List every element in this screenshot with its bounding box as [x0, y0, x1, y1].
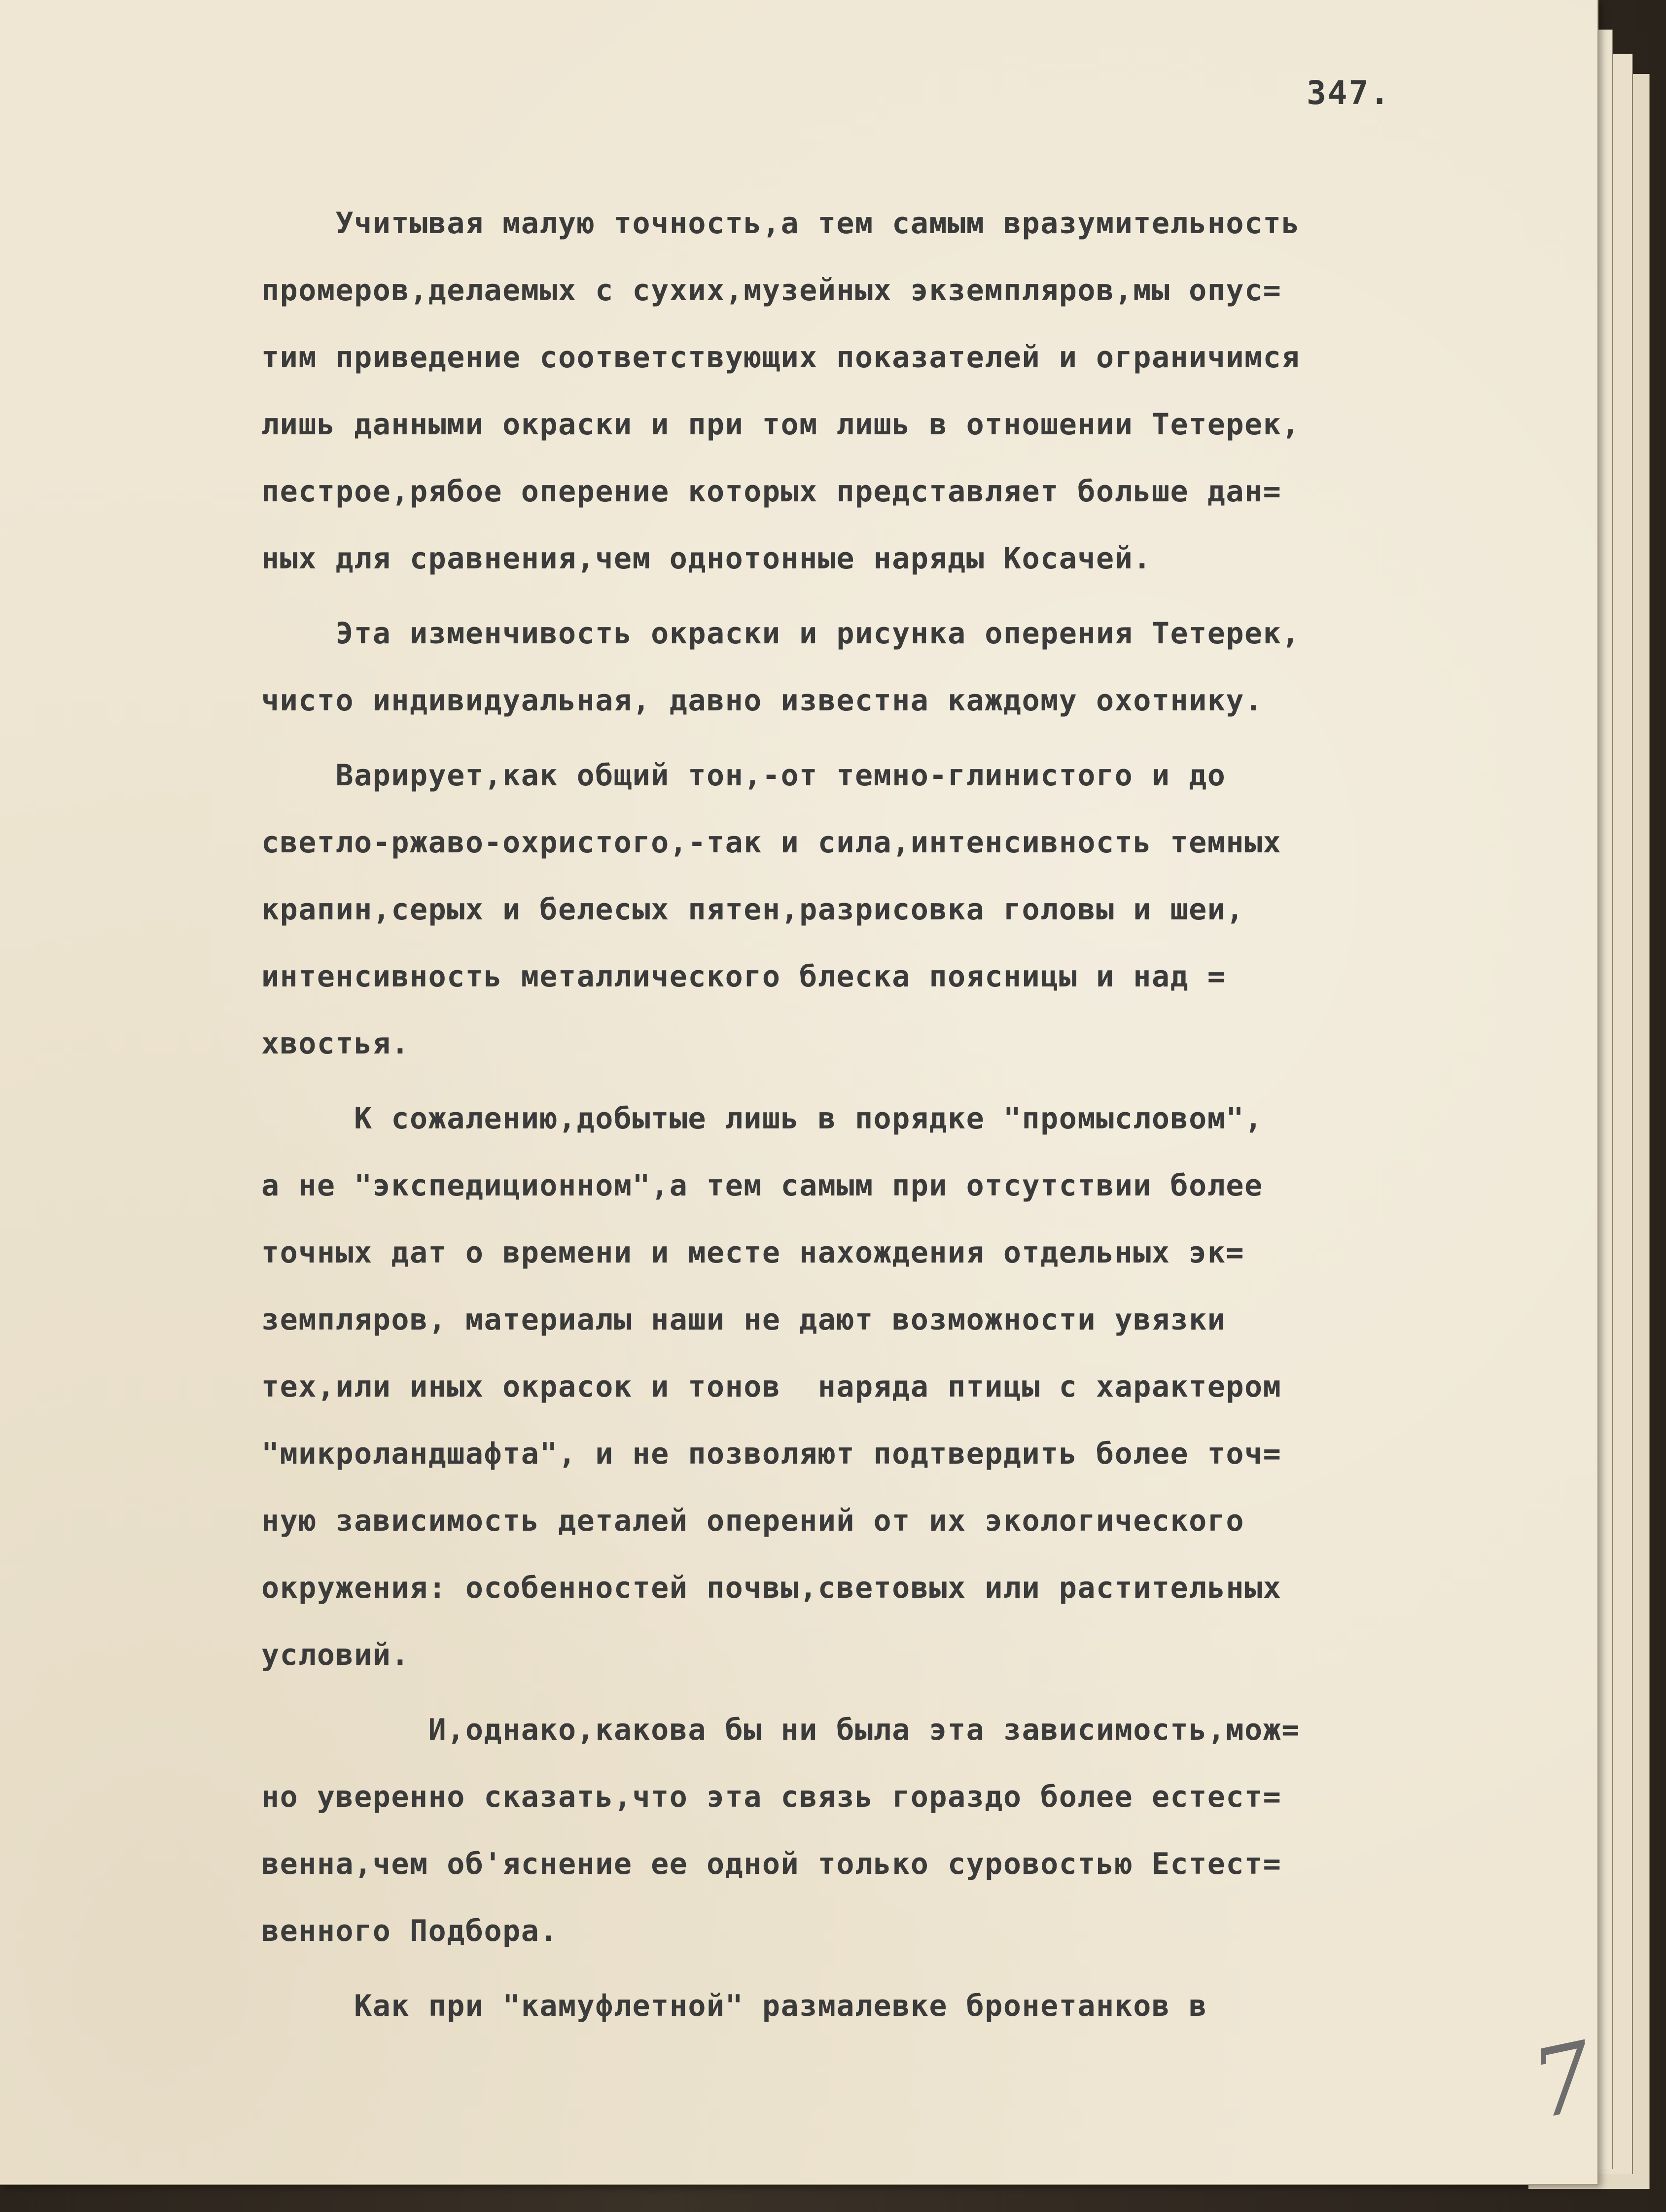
- text-line: пестрое,рябое оперение которых представляет больше дан=: [261, 474, 1282, 509]
- text-line: интенсивность металлического блеска поясницы и над =: [261, 959, 1226, 994]
- text-line: лишь данными окраски и при том лишь в отношении Тетерек,: [261, 407, 1300, 442]
- text-line: тим приведение соответствующих показателей и ограничимся: [261, 340, 1300, 375]
- text-line: но уверенно сказать,что эта связь гораздо более естест=: [261, 1780, 1282, 1814]
- text-line: К сожалению,добытые лишь в порядке "промысловом",: [261, 1101, 1263, 1136]
- text-line: венного Подбора.: [261, 1914, 558, 1948]
- text-line: а не "экспедиционном",а тем самым при отсутствии более: [261, 1168, 1263, 1203]
- text-line: Как при "камуфлетной" размалевке бронетанков в: [261, 1989, 1207, 2023]
- text-line: ных для сравнения,чем однотонные наряды Косачей.: [261, 541, 1152, 576]
- text-line: Варирует,как общий тон,-от темно-глинистого и до: [261, 758, 1226, 793]
- page-number: 347.: [1307, 74, 1391, 112]
- text-line: точных дат о времени и месте нахождения отдельных эк=: [261, 1235, 1245, 1270]
- page-body: [261, 190, 1563, 2039]
- text-line: Эта изменчивость окраски и рисунка оперения Тетерек,: [261, 616, 1300, 651]
- text-line: венна,чем об'яснение ее одной только суровостью Естест=: [261, 1847, 1282, 1881]
- text-line: земпляров, материалы наши не дают возможности увязки: [261, 1302, 1226, 1337]
- text-line: тех,или иных окрасок и тонов наряда птицы с характером: [261, 1369, 1282, 1404]
- text-line: промеров,делаемых с сухих,музейных экземпляров,мы опус=: [261, 273, 1282, 308]
- text-line: хвостья.: [261, 1026, 410, 1061]
- text-line: Учитывая малую точность,а тем самым вразумительность: [261, 206, 1300, 241]
- text-line: ную зависимость деталей оперений от их экологического: [261, 1504, 1245, 1538]
- text-line: "микроландшафта", и не позволяют подтвердить более точ=: [261, 1437, 1282, 1471]
- text-line: светло-ржаво-охристого,-так и сила,интенсивность темных: [261, 825, 1282, 860]
- text-line: окружения: особенностей почвы,световых или растительных: [261, 1571, 1282, 1605]
- text-line: крапин,серых и белесых пятен,разрисовка головы и шеи,: [261, 892, 1245, 927]
- handwritten-margin-mark: 7: [1523, 2021, 1604, 2141]
- text-line: условий.: [261, 1638, 410, 1672]
- text-line: чисто индивидуальная, давно известна каждому охотнику.: [261, 683, 1263, 718]
- text-line: И,однако,какова бы ни была эта зависимость,мож=: [261, 1713, 1300, 1747]
